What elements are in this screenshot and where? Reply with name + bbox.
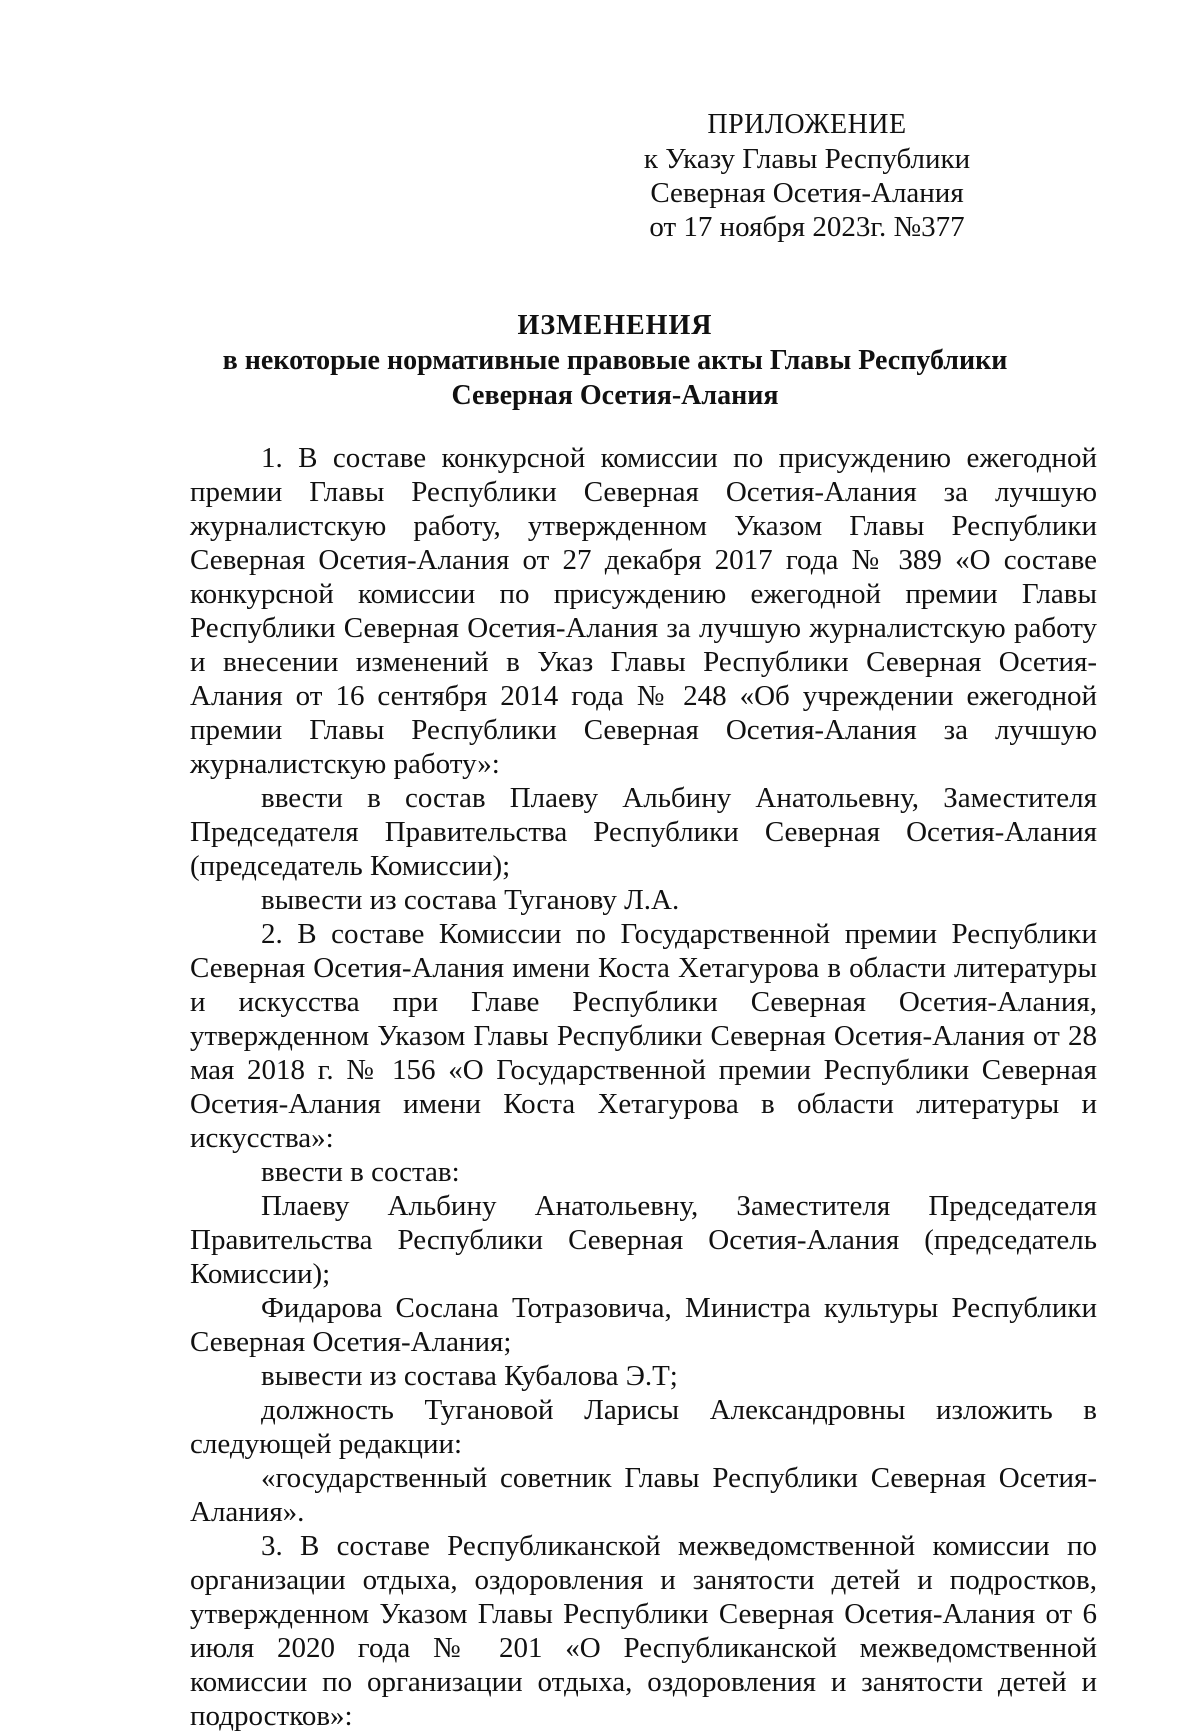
paragraph: Плаеву Альбину Анатольевну, Заместителя Председателя Правительства Республики Северная Осетия-Алания (председатель Комиссии); <box>190 1190 1097 1290</box>
appendix-line-3: от 17 ноября 2023г. №377 <box>649 211 965 243</box>
document-body <box>190 441 1097 1733</box>
document-title <box>170 308 1060 413</box>
paragraph: 1. В составе конкурсной комиссии по присуждению ежегодной премии Главы Республики Северная Осетия-Алания за лучшую журналистскую работу, утвержденном Указом Главы Республики Северная Осетия-Алания от 27 декабря 2017 года № 389 «О составе конкурсной комиссии по присуждению ежегодной премии Главы Республики Северная Осетия-Алания за лучшую журналистскую работу и внесении изменений в Указ Главы Республики Северная Осетия-Алания от 16 сентября 2014 года № 248 «Об учреждении ежегодной премии Главы Республики Северная Осетия-Алания за лучшую журналистскую работу»: <box>190 442 1097 780</box>
paragraph: вывести из состава Туганову Л.А. <box>261 884 680 916</box>
paragraph: ввести в состав Плаеву Альбину Анатольевну, Заместителя Председателя Правительства Республики Северная Осетия-Алания (председатель Комиссии); <box>190 782 1097 882</box>
paragraph: Фидарова Сослана Тотразовича, Министра культуры Республики Северная Осетия-Алания; <box>190 1292 1097 1358</box>
paragraph: ввести в состав: <box>261 1156 460 1188</box>
title-main: ИЗМЕНЕНИЯ <box>517 310 713 341</box>
paragraph: «государственный советник Главы Республики Северная Осетия-Алания». <box>190 1462 1097 1528</box>
paragraph: 3. В составе Республиканской межведомственной комиссии по организации отдыха, оздоровления и занятости детей и подростков, утвержденном Указом Главы Республики Северная Осетия-Алания от 6 июля 2020 года № 201 «О Республиканской межведомственной комиссии по организации отдыха, оздоровления и занятости детей и подростков»: <box>190 1530 1097 1732</box>
paragraph: должность Тугановой Ларисы Александровны изложить в следующей редакции: <box>190 1394 1097 1460</box>
appendix-header <box>642 108 972 244</box>
paragraph: вывести из состава Кубалова Э.Т; <box>261 1360 678 1392</box>
title-line-2: в некоторые нормативные правовые акты Главы Республики <box>222 345 1008 376</box>
paragraph: 2. В составе Комиссии по Государственной премии Республики Северная Осетия-Алания имени Коста Хетагурова в области литературы и искусства при Главе Республики Северная Осетия-Алания, утвержденном Указом Главы Республики Северная Осетия-Алания от 28 мая 2018 г. № 156 «О Государственной премии Республики Северная Осетия-Алания имени Коста Хетагурова в области литературы и искусства»: <box>190 918 1097 1154</box>
title-line-3: Северная Осетия-Алания <box>451 380 779 411</box>
appendix-line-2: Северная Осетия-Алания <box>650 177 964 209</box>
appendix-line-1: к Указу Главы Республики <box>643 143 971 175</box>
appendix-label: ПРИЛОЖЕНИЕ <box>707 109 907 140</box>
